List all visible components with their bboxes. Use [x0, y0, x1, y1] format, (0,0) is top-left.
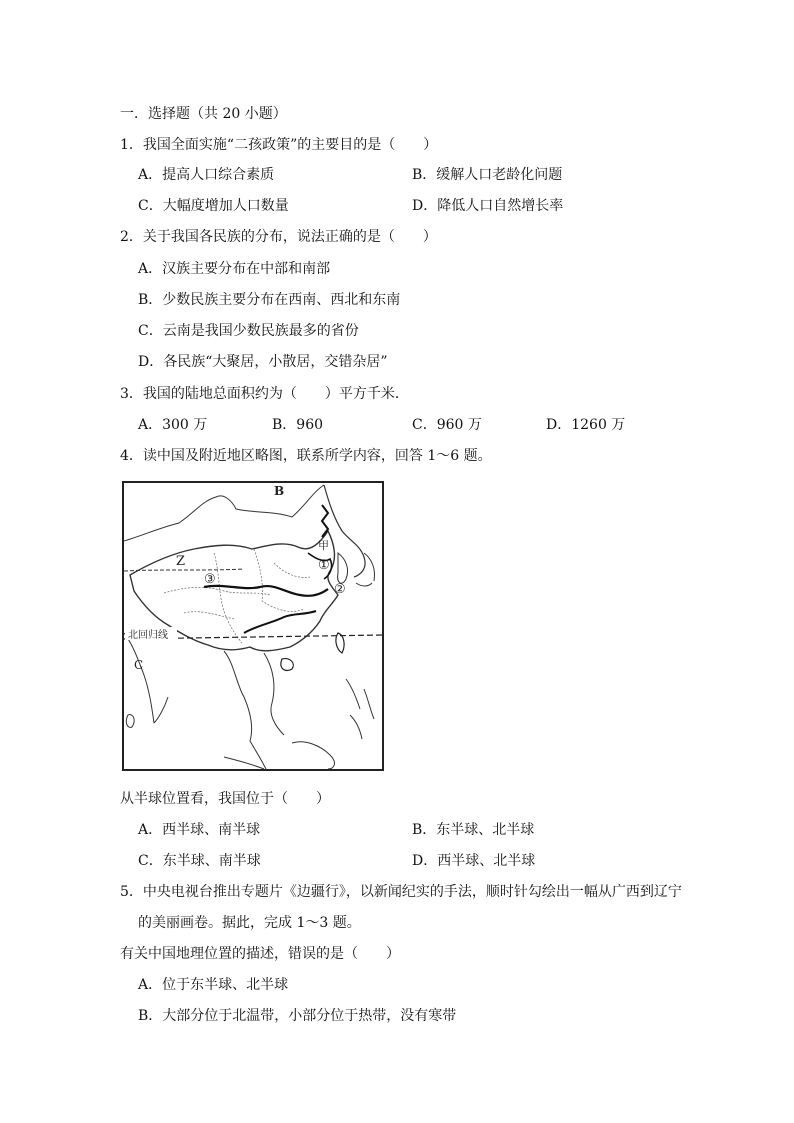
- borneo-coast: [224, 742, 334, 769]
- question-2-option-a: A．汉族主要分布在中部和南部: [138, 261, 331, 277]
- map-label-jia: 甲: [318, 539, 329, 552]
- india-coast: [124, 633, 168, 723]
- map-tropic-label: 北回归线: [128, 630, 168, 641]
- question-3-option-b: B．960: [272, 417, 324, 433]
- china-region-map: [122, 481, 384, 771]
- question-3-option-d: D．1260 万: [546, 417, 626, 433]
- question-5-stem-line-2: 的美丽画卷。据此，完成 1～3 题。: [138, 915, 361, 931]
- map-label-1: ①: [318, 558, 330, 573]
- question-1-option-c: C．大幅度增加人口数量: [138, 198, 289, 214]
- map-label-2: ②: [334, 582, 346, 597]
- map-label-b: B: [274, 484, 285, 498]
- japan-islands: [356, 553, 375, 586]
- indochina-coast: [224, 651, 284, 769]
- sri-lanka-island: [126, 715, 134, 728]
- map-label-3: ③: [204, 572, 216, 587]
- question-5-sub-stem: 有关中国地理位置的描述，错误的是（ ）: [120, 946, 400, 962]
- question-1-stem: 1．我国全面实施“二孩政策”的主要目的是（ ）: [120, 137, 438, 153]
- northeast-border: [324, 485, 365, 577]
- question-4-sub-stem: 从半球位置看，我国位于（ ）: [120, 791, 330, 807]
- question-1-option-a: A．提高人口综合素质: [138, 167, 275, 183]
- question-3-option-a: A．300 万: [138, 417, 208, 433]
- river-line-south: [244, 611, 316, 633]
- latitude-line: [124, 569, 244, 571]
- northern-border: [124, 485, 324, 541]
- question-5-option-a: A．位于东半球、北半球: [138, 977, 289, 993]
- hainan-island: [281, 659, 293, 671]
- question-2-option-b: B．少数民族主要分布在西南、西北和东南: [138, 292, 401, 308]
- province-lines: [164, 549, 310, 643]
- question-4-option-d: D．西半球、北半球: [412, 853, 536, 869]
- question-4-option-b: B．东半球、北半球: [412, 822, 535, 838]
- question-5-option-b: B．大部分位于北温带，小部分位于热带，没有寒带: [138, 1008, 457, 1024]
- map-label-c: C: [134, 658, 144, 672]
- korea-peninsula: [338, 553, 348, 583]
- question-5-stem-line-1: 5．中央电视台推出专题片《边疆行》，以新闻纪实的手法，顺时针勾绘出一幅从广西到辽宁: [120, 884, 682, 900]
- question-2-option-c: C．云南是我国少数民族最多的省份: [138, 323, 359, 339]
- question-4-option-c: C．东半球、南半球: [138, 853, 261, 869]
- question-4-option-a: A．西半球、南半球: [138, 822, 261, 838]
- philippines-islands: [346, 679, 374, 739]
- question-1-option-b: B．缓解人口老龄化问题: [412, 167, 563, 183]
- map-label-z: Z: [176, 554, 186, 569]
- question-4-stem: 4．读中国及附近地区略图，联系所学内容，回答 1～6 题。: [120, 448, 492, 464]
- question-2-option-d: D．各民族“大聚居，小散居，交错杂居”: [138, 354, 388, 370]
- question-2-stem: 2．关于我国各民族的分布，说法正确的是（ ）: [120, 229, 437, 245]
- question-3-stem: 3．我国的陆地总面积约为（ ）平方千米．: [120, 386, 409, 402]
- question-3-option-c: C．960 万: [412, 417, 482, 433]
- section-title: 一．选择题（共 20 小题）: [120, 106, 287, 122]
- question-1-option-d: D．降低人口自然增长率: [412, 198, 564, 214]
